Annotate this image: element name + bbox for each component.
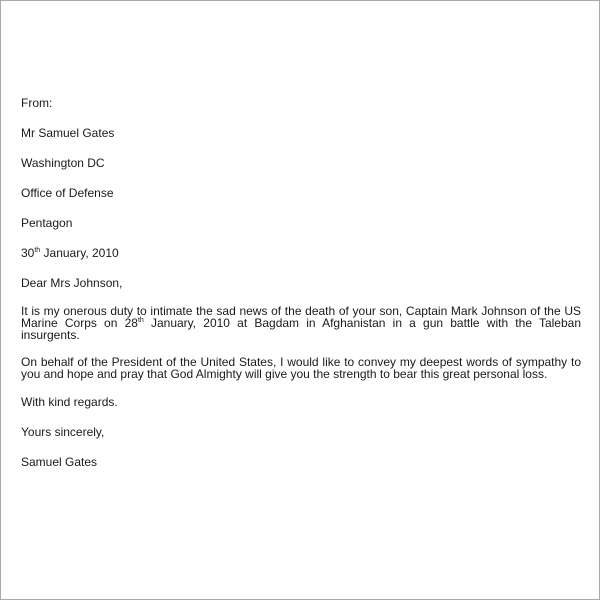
- letter-body: [21, 96, 581, 469]
- paragraph-death-notice: [21, 305, 581, 341]
- paragraph1-part1: It is my onerous duty to intimate the sad news of the death of your son, Captain Mark Johnson of the US Marine Corps on 28: [21, 304, 581, 330]
- sender-name: Mr Samuel Gates: [21, 126, 115, 140]
- from-label: From:: [21, 96, 53, 110]
- paragraph1-suffix: th: [137, 317, 144, 324]
- sender-building: Pentagon: [21, 216, 73, 230]
- closing-regards: With kind regards.: [21, 395, 118, 409]
- closing-sincerely: Yours sincerely,: [21, 425, 105, 439]
- paragraph1-part2: January, 2010 at Bagdam in Afghanistan in a gun battle with the Taleban insurgents.: [21, 316, 581, 342]
- salutation: Dear Mrs Johnson,: [21, 276, 123, 290]
- letter-date: [21, 246, 581, 260]
- sender-city: Washington DC: [21, 156, 105, 170]
- signature-name: Samuel Gates: [21, 455, 98, 469]
- date-day: 30: [21, 246, 35, 260]
- sender-office: Office of Defense: [21, 186, 114, 200]
- date-suffix: th: [34, 247, 41, 254]
- paragraph-sympathy: On behalf of the President of the United States, I would like to convey my deepest words of sympathy to you and hope and pray that God Almighty will give you the strength to bear this great personal loss.: [21, 355, 581, 381]
- date-rest: January, 2010: [40, 246, 119, 260]
